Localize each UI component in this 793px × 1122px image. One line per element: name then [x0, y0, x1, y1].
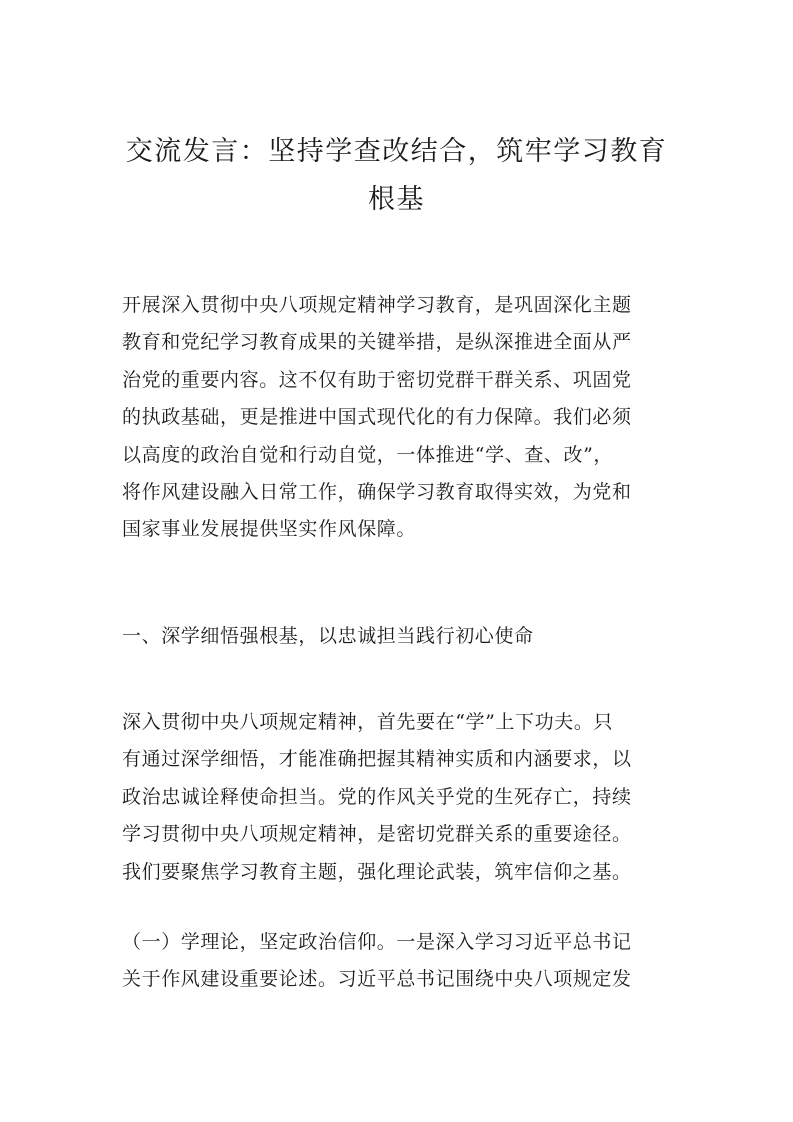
intro-paragraph [122, 287, 682, 549]
text-line: 教育和党纪学习教育成果的关键举措，是纵深推进全面从严 [122, 331, 632, 354]
section-heading [122, 618, 682, 655]
document-title [100, 128, 693, 224]
text-line: 学习贯彻中央八项规定精神，是密切党群关系的重要途径。 [122, 823, 632, 846]
title-line: 根基 [368, 184, 425, 215]
text-line: 有通过深学细悟，才能准确把握其精神实质和内涵要求，以 [122, 748, 632, 771]
text-line: 深入贯彻中央八项规定精神，首先要在“学”上下功夫。只 [122, 711, 614, 733]
text-line: （一）学理论，坚定政治信仰。一是深入学习习近平总书记 [122, 931, 632, 953]
section-paragraph [122, 704, 682, 891]
subsection-paragraph [122, 924, 682, 999]
text-line: 我们要聚焦学习教育主题，强化理论武装，筑牢信仰之基。 [122, 860, 632, 883]
text-line: 以高度的政治自觉和行动自觉，一体推进“学、查、改”， [122, 443, 614, 466]
text-line: 的执政基础，更是推进中国式现代化的有力保障。我们必须 [122, 406, 632, 429]
text-line: 关于作风建设重要论述。习近平总书记围绕中央八项规定发 [122, 968, 632, 991]
text-line: 国家事业发展提供坚实作风保障。 [122, 518, 417, 541]
text-line: 治党的重要内容。这不仅有助于密切党群干群关系、巩固党 [122, 368, 632, 391]
text-line: 政治忠诚诠释使命担当。党的作风关乎党的生死存亡，持续 [122, 785, 632, 808]
title-line: 交流发言：坚持学查改结合，筑牢学习教育 [125, 136, 668, 167]
text-line: 开展深入贯彻中央八项规定精神学习教育，是巩固深化主题 [122, 294, 632, 316]
text-line: 将作风建设融入日常工作，确保学习教育取得实效，为党和 [122, 481, 632, 504]
heading-text: 一、深学细悟强根基，以忠诚担当践行初心使命 [122, 625, 534, 647]
